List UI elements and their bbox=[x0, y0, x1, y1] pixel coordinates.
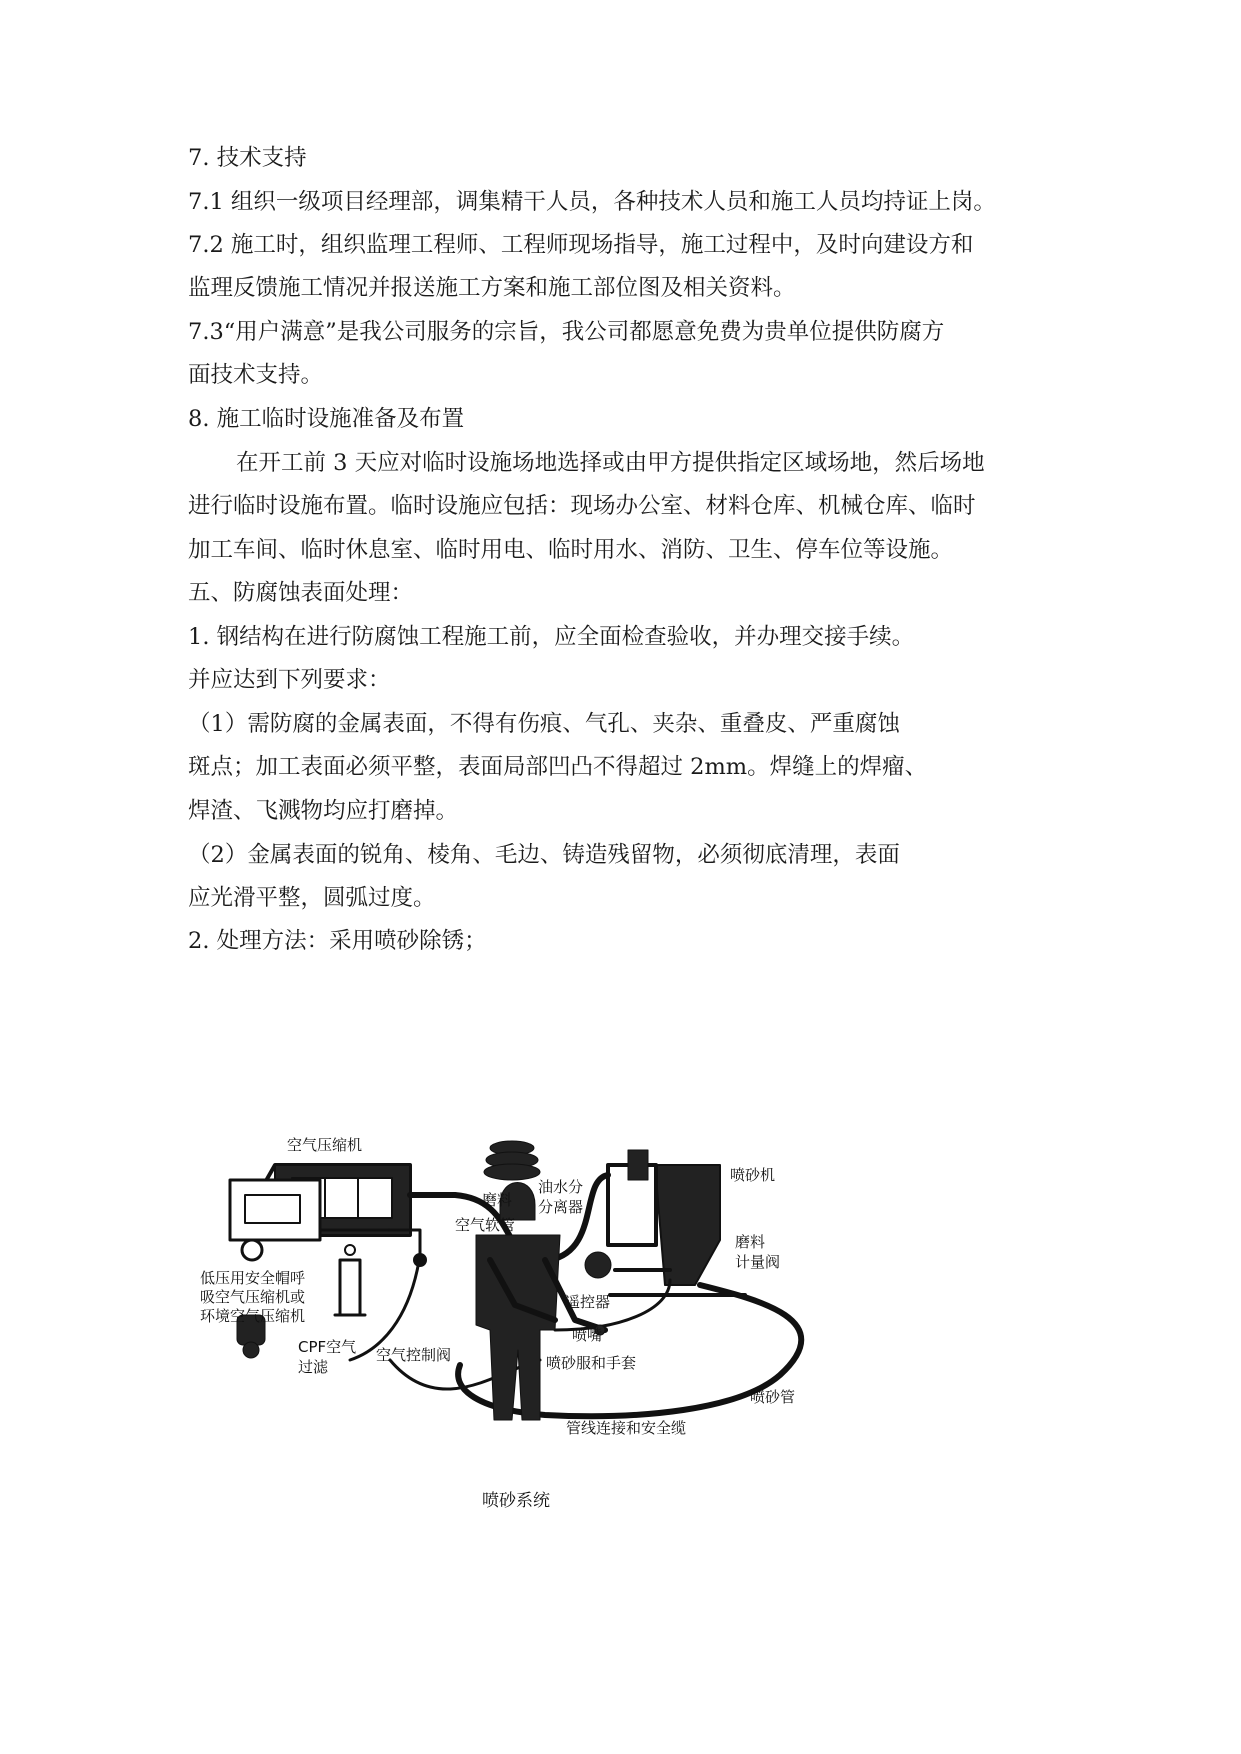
heading-8: 8. 施工临时设施准备及布置 bbox=[188, 406, 465, 432]
label-coupling-safety-cable: 管线连接和安全缆 bbox=[566, 1419, 687, 1437]
figure-caption: 喷砂系统 bbox=[482, 1491, 550, 1511]
paragraph-5-1-line-1: 1. 钢结构在进行防腐蚀工程施工前，应全面检查验收，并办理交接手续。 bbox=[188, 624, 915, 650]
label-helmet-line-1: 低压用安全帽呼 bbox=[200, 1269, 306, 1287]
label-helmet-line-2: 吸空气压缩机或 bbox=[200, 1288, 306, 1306]
paragraph-8-line-3: 加工车间、临时休息室、临时用电、临时用水、消防、卫生、停车位等设施。 bbox=[188, 537, 954, 563]
paragraph-8-line-2: 进行临时设施布置。临时设施应包括：现场办公室、材料仓库、机械仓库、临时 bbox=[188, 493, 976, 519]
label-separator-line-1: 油水分 bbox=[538, 1178, 584, 1196]
label-metering-line-1: 磨料 bbox=[735, 1233, 766, 1251]
heading-5: 五、防腐蚀表面处理： bbox=[188, 580, 414, 606]
heading-7: 7. 技术支持 bbox=[188, 145, 307, 171]
label-nozzle: 喷嘴 bbox=[572, 1326, 603, 1344]
item-1-line-2: 斑点；加工表面必须平整，表面局部凹凸不得超过 2mm。焊缝上的焊瘤、 bbox=[188, 754, 928, 780]
label-suit-gloves: 喷砂服和手套 bbox=[546, 1354, 637, 1372]
item-2-line-2: 应光滑平整，圆弧过度。 bbox=[188, 885, 436, 911]
label-separator-line-2: 分离器 bbox=[538, 1198, 584, 1216]
item-2-line-1: （2）金属表面的锐角、棱角、毛边、铸造残留物，必须彻底清理，表面 bbox=[188, 842, 900, 868]
blasting-machine-drawing bbox=[585, 1150, 745, 1295]
label-air-control-valve: 空气控制阀 bbox=[376, 1346, 452, 1364]
sandblasting-system-figure bbox=[200, 1120, 930, 1560]
paragraph-5-2: 2. 处理方法：采用喷砂除锈； bbox=[188, 928, 487, 954]
paragraph-8-line-1: 在开工前 3 天应对临时设施场地选择或由甲方提供指定区域场地，然后场地 bbox=[236, 450, 985, 476]
paragraph-7-3-line-2: 面技术支持。 bbox=[188, 362, 324, 388]
paragraph-7-2-line-1: 7.2 施工时，组织监理工程师、工程师现场指导，施工过程中，及时向建设方和 bbox=[188, 232, 974, 258]
air-compressor-drawing bbox=[230, 1165, 455, 1266]
label-blast-hose: 喷砂管 bbox=[750, 1388, 796, 1406]
paragraph-5-1-line-2: 并应达到下列要求： bbox=[188, 667, 391, 693]
label-abrasive: 磨料 bbox=[482, 1191, 513, 1209]
label-air-compressor: 空气压缩机 bbox=[287, 1136, 363, 1154]
label-metering-line-2: 计量阀 bbox=[735, 1253, 781, 1271]
paragraph-7-1: 7.1 组织一级项目经理部，调集精干人员，各种技术人员和施工人员均持证上岗。 bbox=[188, 189, 996, 215]
label-air-hose: 空气软管 bbox=[455, 1216, 516, 1234]
item-1-line-1: （1）需防腐的金属表面，不得有伤痕、气孔、夹杂、重叠皮、严重腐蚀 bbox=[188, 711, 900, 737]
abrasive-pile-drawing bbox=[484, 1141, 540, 1180]
sandblasting-diagram bbox=[200, 1120, 930, 1560]
label-blasting-machine: 喷砂机 bbox=[730, 1166, 776, 1184]
label-cpf-line-1: CPF空气 bbox=[298, 1338, 357, 1356]
label-cpf-line-2: 过滤 bbox=[298, 1358, 329, 1376]
label-helmet-line-3: 环境空气压缩机 bbox=[200, 1307, 306, 1325]
item-1-line-3: 焊渣、飞溅物均应打磨掉。 bbox=[188, 798, 459, 824]
paragraph-7-3-line-1: 7.3“用户满意”是我公司服务的宗旨，我公司都愿意免费为贵单位提供防腐方 bbox=[188, 319, 945, 345]
label-remote-control: 遥控器 bbox=[565, 1293, 611, 1311]
paragraph-7-2-line-2: 监理反馈施工情况并报送施工方案和施工部位图及相关资料。 bbox=[188, 275, 796, 301]
